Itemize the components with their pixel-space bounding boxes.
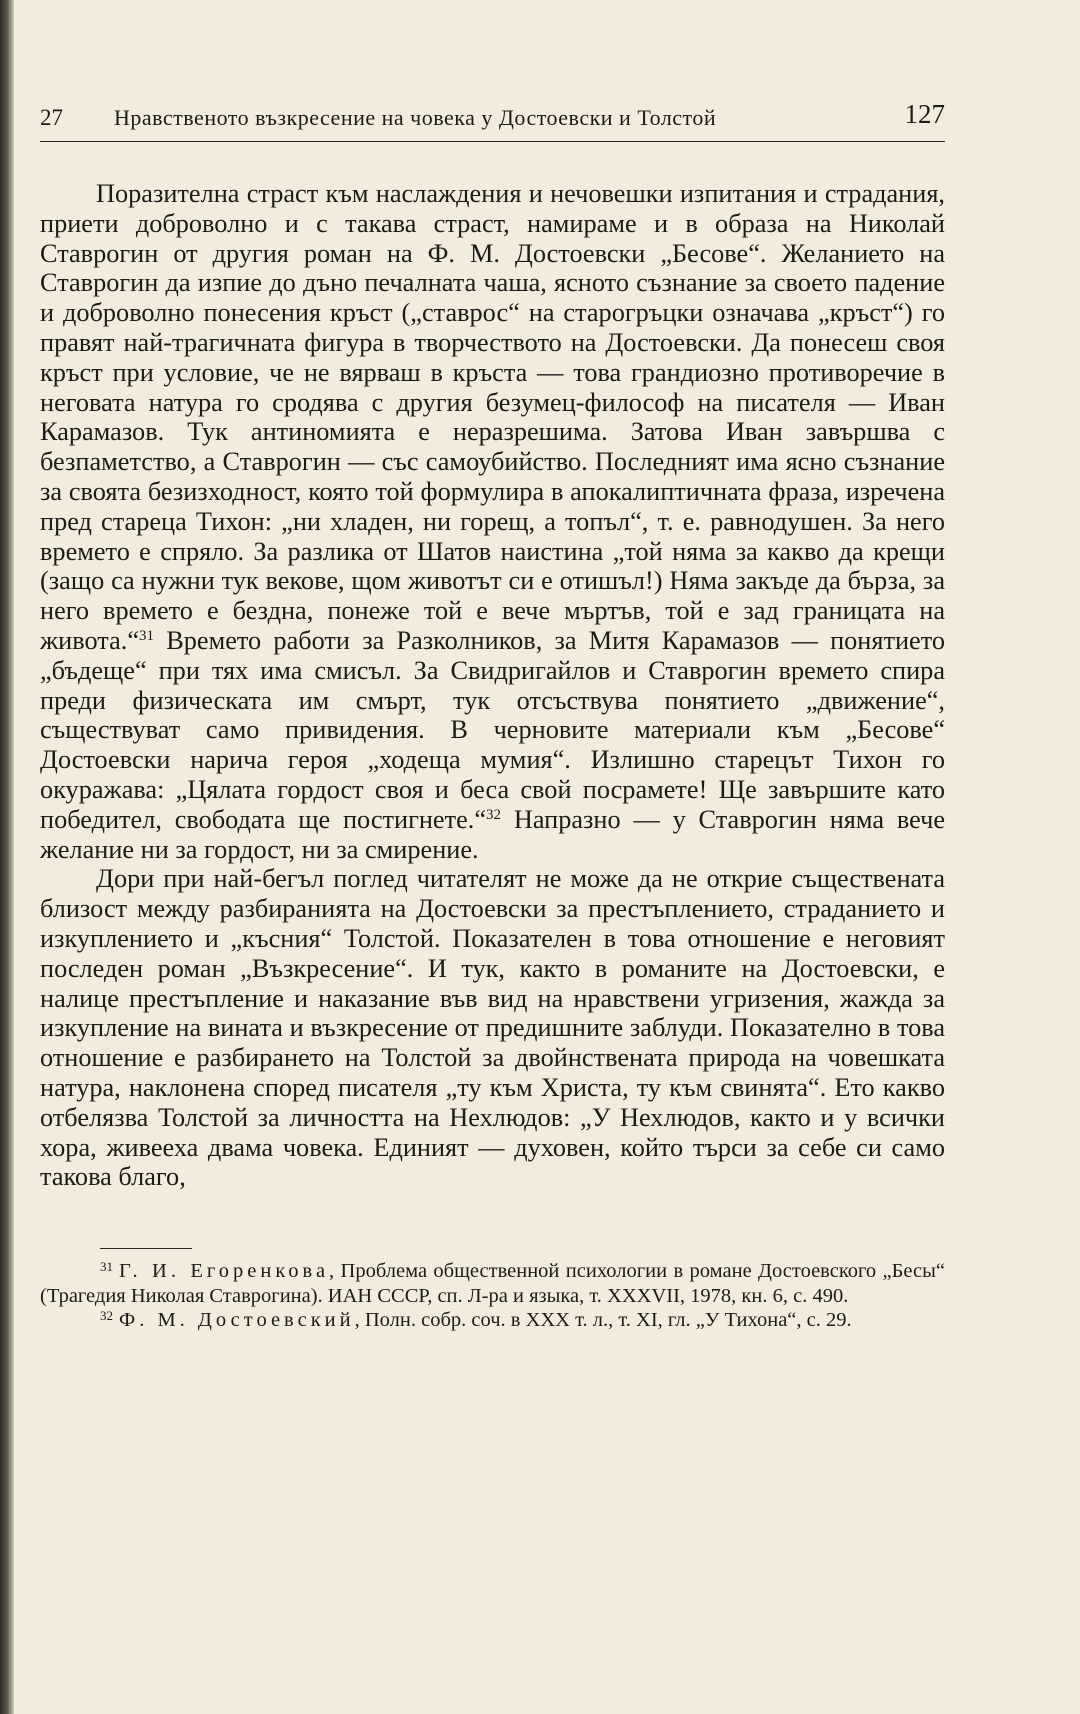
footnote-31 [40, 1259, 945, 1308]
footnote-rule [100, 1248, 192, 1249]
running-head [40, 95, 945, 145]
paragraph-text: Поразителна страст към наслаждения и нечовешки изпитания и страдания, приети доброволно и с такава страст, намираме и в образа на Николай Ставрогин от другия роман на Ф. М. Достоевски „Бесове“. Желанието на Ставрогин да изпие до дъно печалната чаша, ясното съзнание за своето падение и доброволно понесения кръст („ставрос“ на старогръцки означава „кръст“) го правят най-трагичната фигура в творчеството на Достоевски. Да понесеш своя кръст при условие, че не вярваш в кръста — това грандиозно противоречие в неговата натура го сродява с другия безумец-философ на писателя — Иван Карамазов. Тук антиномията е неразрешима. Затова Иван завършва с безпаметство, а Ставрогин — със самоубийство. Последният има ясно съзнание за своята безизходност, която той формулира в апокалиптичната фраза, изречена пред стареца Тихон: „ни хладен, ни горещ, а топъл“, т. е. равнодушен. За него времето е спряло. За разлика от Шатов наистина „той няма за какво да крещи (защо са нужни тук векове, щом животът си е отишъл!) Няма закъде да бърза, за него времето е бездна, понеже той е вече мъртъв, той е зад границата на живота.“ [40, 179, 945, 655]
body-text [40, 179, 945, 1192]
paragraph-2 [40, 864, 945, 1192]
header-rule [40, 141, 945, 142]
footnote-number: 31 [100, 1259, 113, 1275]
paragraph-text: Времето работи за Разколников, за Митя Карамазов — понятието „бъдеще“ при тях има смисъл. За Свидригайлов и Ставрогин времето спира преди физическата им смърт, тук отсъствува понятието „движение“, съществуват само привидения. В черновите материали към „Бесове“ Достоевски нарича героя „ходеща мумия“. Излишно старецът Тихон го окуражава: „Цялата гордост своя и беса свой посрамете! Ще завършите като победител, свободата ще постигнете.“ [40, 625, 945, 834]
paragraph-text: Дори при най-бегъл поглед читателят не може да не открие съществената близост между разбиранията на Достоевски за престъплението, страданието и изкуплението и „късния“ Толстой. Показателен в това отношение е неговият последен роман „Възкресение“. И тук, както в романите на Достоевски, е налице престъпление и наказание във вид на нравствени угризения, жажда за изкупление на вината и възкресение от предишните заблуди. Показателно в това отношение е разбирането на Толстой за двойнствената природа на човешката натура, наклонена според писателя „ту към Христа, ту към свинята“. Ето какво отбелязва Толстой за личността на Нехлюдов: „У Нехлюдов, както и у всички хора, живееха двама човека. Единият — духовен, който търси за себе си само такова благо, [40, 864, 945, 1192]
book-binding-edge [0, 0, 14, 1714]
footnote-author: Г. И. Егоренкова [119, 1260, 330, 1283]
paragraph-1 [40, 179, 945, 864]
footnote-author: Ф. М. Достоевский [119, 1309, 355, 1332]
footnotes [40, 1259, 945, 1333]
footnote-ref-31[interactable]: 31 [139, 627, 155, 644]
footnote-number: 32 [100, 1308, 113, 1324]
running-head-title: Нравственото възкресение на човека у Достоевски и Толстой [114, 105, 717, 130]
book-page [40, 95, 945, 1333]
footnote-ref-32[interactable]: 32 [486, 806, 502, 823]
footnote-text: , Полн. собр. соч. в XXX т. л., т. XI, гл. „У Тихона“, с. 29. [354, 1309, 852, 1332]
chapter-number: 27 [40, 105, 63, 130]
footnote-32 [40, 1308, 945, 1333]
footnote-text: , Проблема общественной психологии в романе Достоевского „Бесы“ (Трагедия Николая Ставрогина). ИАН СССР, сп. Л-ра и языка, т. XXXVII, 1978, кн. 6, с. 490. [40, 1260, 945, 1307]
paragraph-text: Напразно — у Ставрогин няма вече желание ни за гордост, ни за смирение. [40, 804, 945, 864]
page-number: 127 [904, 99, 945, 129]
